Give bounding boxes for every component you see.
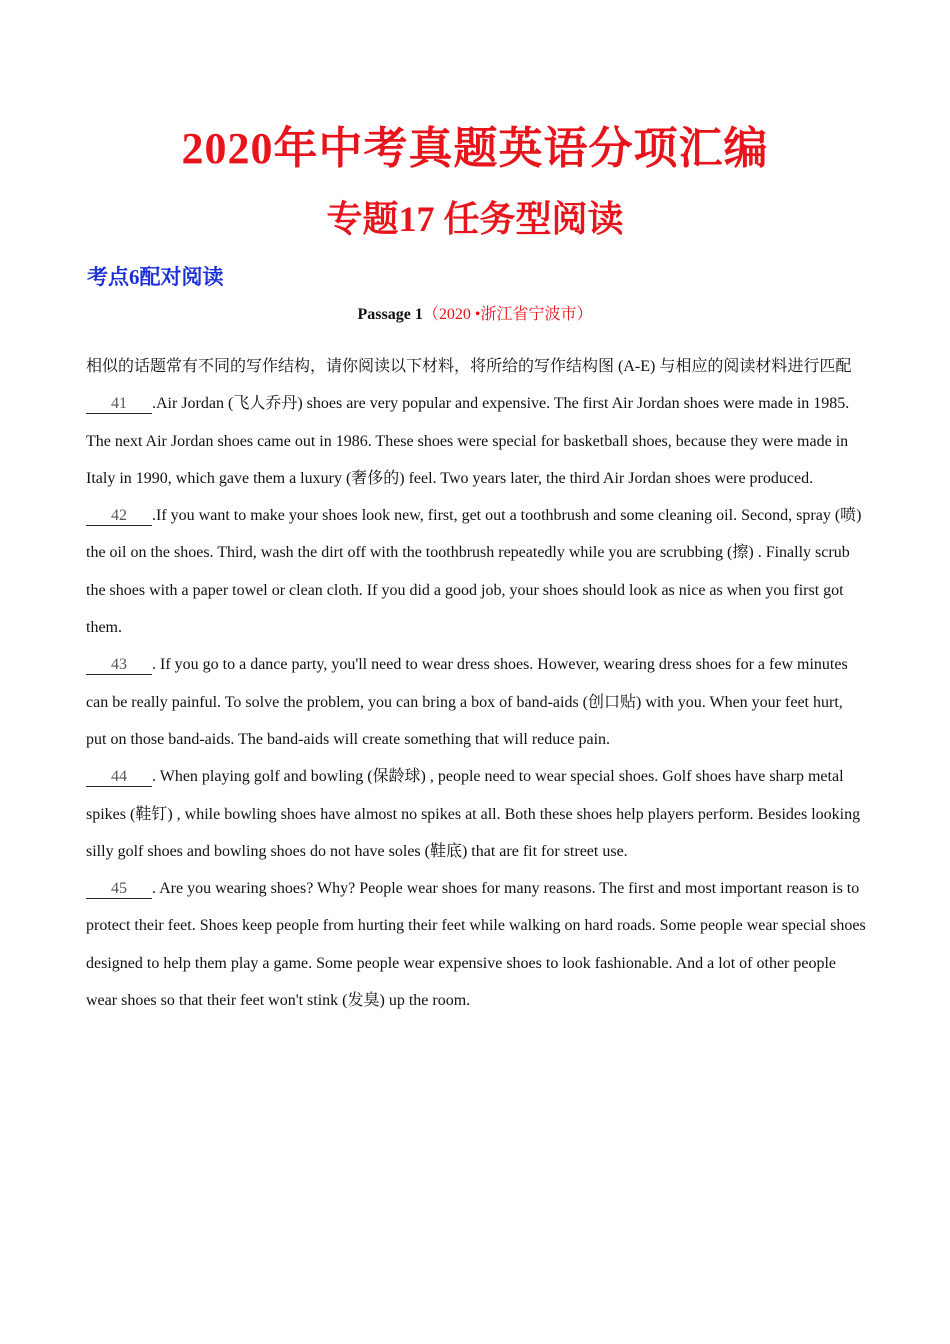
answer-blank[interactable]: 42 bbox=[86, 507, 152, 526]
question-item-44 bbox=[86, 758, 866, 870]
question-text: . Are you wearing shoes? Why? People wear shoes for many reasons. The first and most important reason is to protect their feet. Shoes keep people from hurting their feet while walking on hard roads. Some people wear special shoes designed to help them play a game. Some people wear expensive shoes to look fashionable. And a lot of other people wear shoes so that their feet won't stink (发臭) up the room. bbox=[86, 880, 866, 1010]
answer-blank[interactable]: 44 bbox=[86, 768, 152, 787]
question-item-45 bbox=[86, 870, 866, 1019]
passage-heading bbox=[0, 302, 950, 328]
answer-blank[interactable]: 43 bbox=[86, 656, 152, 675]
passage-body bbox=[86, 348, 866, 1019]
question-item-41 bbox=[86, 385, 866, 497]
document-subtitle: 专题17 任务型阅读 bbox=[326, 199, 624, 239]
question-text: . If you go to a dance party, you'll need to wear dress shoes. However, wearing dress shoes for a few minutes can be really painful. To solve the problem, you can bring a box of band-aids (创口贴) with you. When your feet hurt, put on those band-aids. The band-aids will create something that will reduce pain. bbox=[86, 656, 848, 748]
section-heading: 考点6配对阅读 bbox=[87, 265, 224, 289]
answer-blank[interactable]: 45 bbox=[86, 880, 152, 899]
question-text: . When playing golf and bowling (保龄球) , people need to wear special shoes. Golf shoes have sharp metal spikes (鞋钉) , while bowling shoes have almost no spikes at all. Both these shoes help players perform. Besides looking silly golf shoes and bowling shoes do not have soles (鞋底) that are fit for street use. bbox=[86, 768, 861, 860]
passage-label: Passage 1 bbox=[357, 306, 423, 323]
instructions: 相似的话题常有不同的写作结构，请你阅读以下材料，将所给的写作结构图 (A-E) 与相应的阅读材料进行匹配 bbox=[86, 358, 852, 375]
passage-source: （2020 •浙江省宁波市） bbox=[422, 306, 593, 323]
document-title: 2020年中考真题英语分项汇编 bbox=[181, 124, 769, 173]
question-text: .Air Jordan (飞人乔丹) shoes are very popular and expensive. The first Air Jordan shoes were made in 1985. The next Air Jordan shoes came out in 1986. These shoes were special for basketball shoes, because they were made in Italy in 1990, which gave them a luxury (奢侈的) feel. Two years later, the third Air Jordan shoes were produced. bbox=[86, 395, 850, 487]
answer-blank[interactable]: 41 bbox=[86, 395, 152, 414]
question-item-43 bbox=[86, 646, 866, 758]
question-item-42 bbox=[86, 497, 866, 646]
question-text: .If you want to make your shoes look new, first, get out a toothbrush and some cleaning oil. Second, spray (喷) the oil on the shoes. Third, wash the dirt off with the toothbrush repeatedly while you are scrubbing (擦) . Finally scrub the shoes with a paper towel or clean cloth. If you did a good job, your shoes should look as nice as when you first got them. bbox=[86, 507, 862, 637]
